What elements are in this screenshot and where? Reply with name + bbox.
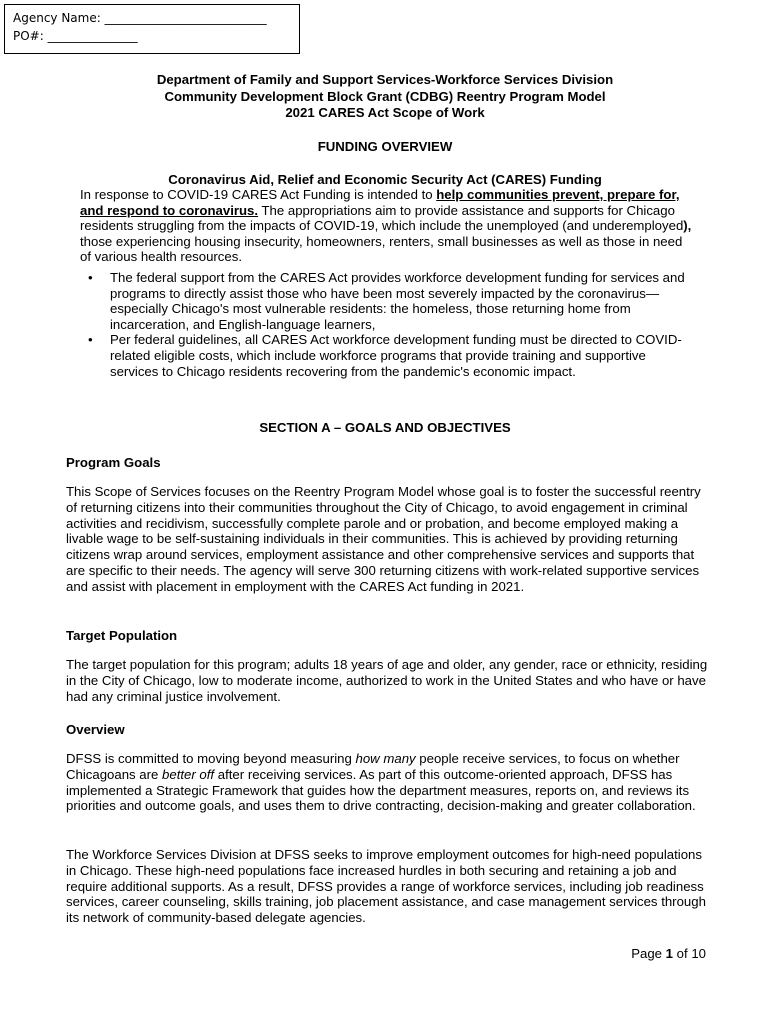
intro-text-end: those experiencing housing insecurity, homeowners, renters, small businesses as well as those in need of various health resources. <box>80 233 683 264</box>
list-item <box>80 332 692 379</box>
bullet-text: The federal support from the CARES Act provides workforce development funding for services and programs to directly assist those who have been most severely impacted by the coronavirus—especially Chicago's most vulnerable residents: the homeless, those returning home from incarceration, and English-language learners, <box>110 270 685 332</box>
title-line-2: Community Development Block Grant (CDBG) Reentry Program Model <box>164 88 606 104</box>
overview-emphasis-how-many: how many <box>355 751 416 766</box>
target-population-paragraph: The target population for this program; adults 18 years of age and older, any gender, race or ethnicity, residing in the City of Chicago, low to moderate income, authorized to work in the United States and who have or have had any criminal justice involvement. <box>66 657 708 704</box>
agency-info-box <box>4 4 300 54</box>
intro-text-middle: The appropriations aim to provide assistance and supports for Chicago residents struggling from the impacts of COVID-19, which include the unemployed (and underemployed <box>80 202 684 233</box>
program-goals-heading: Program Goals <box>66 455 161 470</box>
program-goals-paragraph: This Scope of Services focuses on the Reentry Program Model whose goal is to foster the successful reentry of returning citizens into their communities throughout the City of Chicago, to avoid engagement in criminal activities and recidivism, successfully complete parole and or probation, and become employed making a livable wage to be self-sustaining individuals in their communities. This is achieved by providing returning citizens wrap around services, employment assistance and other comprehensive services and supports that are specific to their needs. The agency will serve 300 returning citizens with work-related supportive services and assist with placement in employment with the CARES Act funding in 2021. <box>66 484 701 594</box>
overview-text-a: DFSS is committed to moving beyond measuring <box>66 751 356 766</box>
page-of: of <box>673 946 692 961</box>
page-prefix: Page <box>631 946 666 961</box>
section-a-heading: SECTION A – GOALS AND OBJECTIVES <box>259 420 511 435</box>
document-title <box>60 72 710 122</box>
bullet-glyph: • <box>88 270 93 285</box>
list-item <box>80 270 692 332</box>
intro-text-start: In response to COVID-19 CARES Act Funding is intended to <box>80 187 437 202</box>
overview-text-b: people receive services, to focus on whether Chicagoans are <box>66 751 680 782</box>
overview-text-c: after receiving services. As part of this outcome-oriented approach, DFSS has implemented a Strategic Framework that guides how the department measures, reports on, and reviews its priorities and outcome goals, and uses them to drive contracting, decision-making and greater collaboration. <box>66 766 696 814</box>
title-line-1: Department of Family and Support Services-Workforce Services Division <box>156 72 614 87</box>
page-total: 10 <box>691 946 706 961</box>
page-current: 1 <box>665 946 673 961</box>
po-number-line: PO#: _______________ <box>13 29 138 43</box>
overview-paragraph-2: The Workforce Services Division at DFSS seeks to improve employment outcomes for high-need populations in Chicago. These high-need populations face increased hurdles in both securing and retaining a job and require additional supports. As a result, DFSS provides a range of workforce services, including job readiness services, career counseling, skills training, job placement assistance, and case management services through its network of community-based delegate agencies. <box>66 847 706 926</box>
overview-emphasis-better-off: better off <box>162 766 215 782</box>
overview-heading: Overview <box>66 722 125 737</box>
cares-intro-paragraph <box>80 187 692 265</box>
target-population-heading: Target Population <box>66 628 178 643</box>
cares-funding-heading: Coronavirus Aid, Relief and Economic Security Act (CARES) Funding <box>168 172 602 187</box>
agency-name-line: Agency Name: ___________________________ <box>13 11 267 25</box>
cares-bullet-list <box>80 270 692 379</box>
bullet-glyph: • <box>88 332 93 348</box>
funding-overview-heading: FUNDING OVERVIEW <box>317 139 453 154</box>
bullet-text: Per federal guidelines, all CARES Act workforce development funding must be directed to COVID-related eligible costs, which include workforce programs that provide training and supportive services to Chicago residents recovering from the pandemic's economic impact. <box>110 332 682 379</box>
intro-paren: ), <box>683 218 692 233</box>
overview-paragraph-1 <box>66 751 712 814</box>
intro-emphasis: help communities prevent, prepare for, and respond to coronavirus. <box>80 187 680 218</box>
page-number <box>600 946 706 961</box>
title-line-3: 2021 CARES Act Scope of Work <box>285 105 485 120</box>
